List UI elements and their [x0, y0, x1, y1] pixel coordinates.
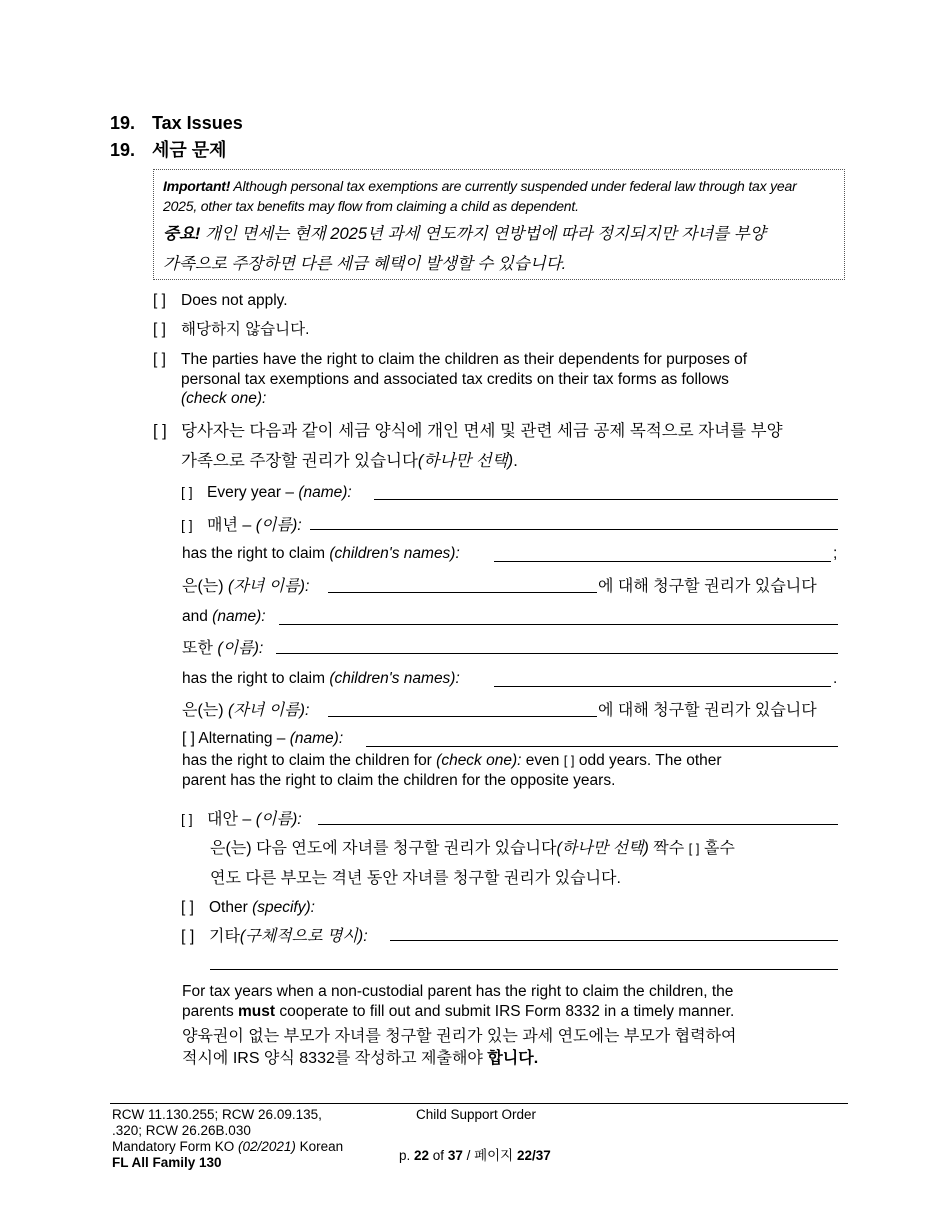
option-not-apply-ko[interactable]: [ ] 해당하지 않습니다. [153, 321, 310, 338]
footer-rcw-1: RCW 11.130.255; RCW 26.09.135, [112, 1107, 322, 1122]
option-parties-line-2: personal tax exemptions and associated tax credits on their tax forms as follows [181, 371, 729, 388]
section-heading-ko [110, 136, 227, 162]
note-ko-line-2: 가족으로 주장하면 다른 세금 혜택이 발생할 수 있습니다. [163, 255, 567, 273]
section-heading-en [110, 113, 243, 134]
footer-divider [110, 1103, 848, 1104]
option-parties-ko-line-2: 가족으로 주장할 권리가 있습니다(하나만 선택). [181, 452, 518, 470]
alternating-text-line-1: has the right to claim the children for (check one): even [ ] odd years. The other [182, 752, 722, 769]
checkbox[interactable]: [ ] [153, 422, 167, 440]
semicolon: ; [833, 545, 838, 562]
every-year-claim-ko-end: 에 대해 청구할 권리가 있습니다 [598, 578, 817, 595]
every-year-children-field[interactable] [494, 561, 831, 562]
closing-ko-line-2: 적시에 IRS 양식 8332를 작성하고 제출해야 합니다. [182, 1050, 539, 1067]
closing-ko-line-1: 양육권이 없는 부모가 자녀를 청구할 권리가 있는 과세 연도에는 부모가 협력하여 [182, 1028, 737, 1045]
and-claim-ko: 은(는) (자녀 이름): [182, 702, 310, 719]
checkbox-odd[interactable]: [ ] [563, 753, 575, 768]
footer-form-id: FL All Family 130 [112, 1155, 222, 1170]
note-en-line-1: Important! Although personal tax exemptions are currently suspended under federal law through tax year [163, 178, 797, 194]
period: . [833, 670, 838, 687]
alternating-option[interactable]: [ ] Alternating – (name): [182, 730, 344, 747]
option-not-apply[interactable]: [ ] Does not apply. [153, 292, 288, 309]
checkbox[interactable]: [ ] [181, 484, 193, 500]
note-ko-line-1: 중요! 개인 면세는 현재 2025년 과세 연도까지 연방법에 따라 정지되지만 자녀를 부양 [163, 225, 766, 243]
checkbox[interactable]: [ ] [181, 928, 195, 945]
note-en-line-2: 2025, other tax benefits may flow from claiming a child as dependent. [163, 198, 579, 214]
other-option-ko[interactable]: [ ] 기타(구체적으로 명시): [181, 928, 368, 945]
and-children-field[interactable] [494, 686, 831, 687]
checkbox[interactable]: [ ] [153, 321, 166, 338]
closing-en-line-2: parents must cooperate to fill out and submit IRS Form 8332 in a timely manner. [182, 1003, 735, 1020]
every-year-claim-ko: 은(는) (자녀 이름): [182, 578, 310, 595]
option-parties-ko[interactable]: [ ] 당사자는 다음과 같이 세금 양식에 개인 면세 및 관련 세금 공제 목적으로 자녀를 부양 [153, 422, 783, 440]
checkbox[interactable]: [ ] [181, 517, 193, 533]
checkbox-odd-ko[interactable]: [ ] [688, 841, 700, 856]
and-claim-ko-end: 에 대해 청구할 권리가 있습니다 [598, 702, 817, 719]
section-number: 19. [110, 113, 136, 133]
and-claim: has the right to claim (children's names): [182, 670, 460, 687]
and-name-field-ko[interactable] [276, 653, 838, 654]
and-name-label-ko: 또한 (이름): [182, 640, 264, 657]
footer-form: Mandatory Form KO (02/2021) Korean [112, 1139, 344, 1154]
footer-rcw-2: .320; RCW 26.26B.030 [112, 1123, 251, 1138]
every-year-claim: has the right to claim (children's names): [182, 545, 460, 562]
section-title: Tax Issues [152, 113, 243, 133]
every-year-children-field-ko[interactable] [328, 592, 597, 593]
alternating-text-line-2: parent has the right to claim the children for the opposite years. [182, 772, 616, 789]
and-name-label: and (name): [182, 608, 266, 625]
alternating-text-ko-line-1: 은(는) 다음 연도에 자녀를 청구할 권리가 있습니다(하나만 선택) 짝수 [ ] 홀수 [210, 840, 735, 857]
other-option[interactable]: [ ] Other (specify): [181, 899, 315, 916]
every-year-name-field[interactable] [374, 499, 838, 500]
other-specify-field[interactable] [390, 940, 838, 941]
closing-en-line-1: For tax years when a non-custodial parent has the right to claim the children, the [182, 983, 734, 1000]
alternating-text-ko-line-2: 연도 다른 부모는 격년 동안 자녀를 청구할 권리가 있습니다. [210, 870, 621, 887]
footer-doc-title: Child Support Order [416, 1107, 537, 1122]
checkbox[interactable]: [ ] [181, 899, 194, 916]
section-number-ko: 19. [110, 140, 136, 160]
alternating-name-field-ko[interactable] [318, 824, 838, 825]
alternating-option-ko[interactable]: [ ] 대안 – (이름): [181, 811, 302, 828]
and-children-field-ko[interactable] [328, 716, 597, 717]
checkbox[interactable]: [ ] [181, 811, 193, 827]
every-year-option[interactable]: [ ] Every year – (name): [181, 484, 352, 501]
other-specify-field-2[interactable] [210, 969, 838, 970]
alternating-name-field[interactable] [366, 746, 838, 747]
section-title-ko: 세금 문제 [152, 140, 227, 160]
every-year-name-field-ko[interactable] [310, 529, 838, 530]
every-year-option-ko[interactable]: [ ] 매년 – (이름): [181, 517, 302, 534]
important-note [153, 169, 845, 280]
checkbox[interactable]: [ ] [153, 351, 166, 368]
footer-page-number: p. 22 of 37 / 페이지 22/37 [399, 1148, 551, 1163]
checkbox[interactable]: [ ] [153, 292, 166, 309]
and-name-field[interactable] [279, 624, 838, 625]
option-parties-line-3: (check one): [181, 390, 267, 407]
option-parties[interactable]: [ ] The parties have the right to claim the children as their dependents for purposes of [153, 351, 748, 368]
